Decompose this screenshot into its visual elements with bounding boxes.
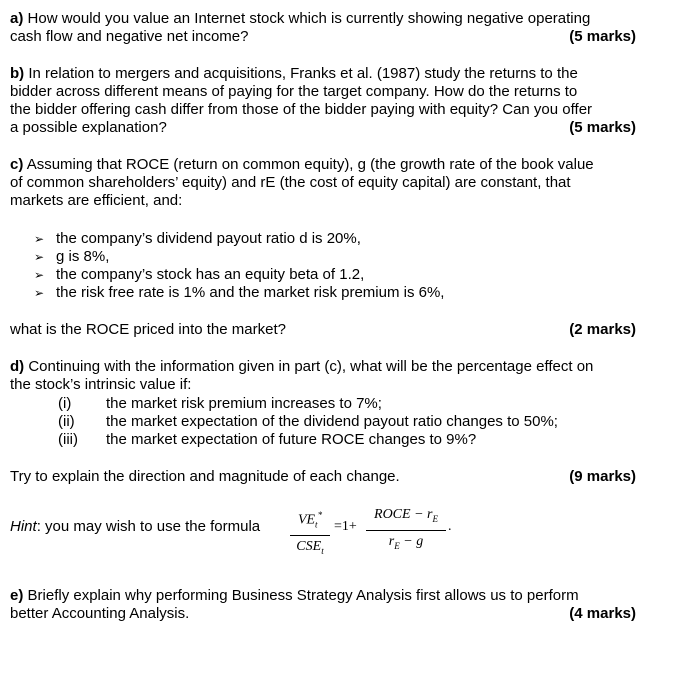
question-c: c) Assuming that ROCE (return on common equity), g (the growth rate of the book value of common shareholders’ equity) and rE (the cost of equity capital) are constant, that markets are efficient, and: [10, 156, 594, 209]
question-e-label: e) [10, 587, 24, 604]
question-d: d) Continuing with the information given in part (c), what will be the percentage effect on the stock’s intrinsic value if: [10, 358, 594, 393]
formula-fraction-left: $VE_t^*$ $CSE_t$ [290, 506, 330, 560]
question-c-label: c) [10, 156, 24, 173]
hint-text: Hint: you may wish to use the formula [10, 518, 261, 535]
question-d-marks: (9 marks) [569, 468, 636, 485]
question-b: b) In relation to mergers and acquisitions, Franks et al. (1987) study the returns to the bidder across different means of paying for the target company. How do the returns to the bidder offering cash differ from those of the bidder paying with equity? Can you offer a possible explanation? (5 marks) [10, 65, 636, 136]
question-e: e) Briefly explain why performing Business Strategy Analysis first allows us to perform better Accounting Analysis. (4 marks) [10, 587, 636, 622]
list-item: ➢ the company’s dividend payout ratio d is 20%, [34, 230, 361, 247]
question-c-bullet-list [34, 230, 634, 302]
hint-block [10, 506, 636, 556]
question-d-explain: Try to explain the direction and magnitude of each change. (9 marks) [10, 468, 636, 485]
question-b-label: b) [10, 65, 25, 82]
arrow-bullet-icon: ➢ [34, 250, 45, 264]
formula-period: . [448, 519, 452, 534]
arrow-bullet-icon: ➢ [34, 286, 45, 300]
question-a-label: a) [10, 10, 24, 27]
question-b-marks: (5 marks) [569, 119, 636, 136]
list-item: (iii) the market expectation of future ROCE changes to 9%? [58, 431, 477, 448]
question-a-line1: a) How would you value an Internet stock which is currently showing negative operating [10, 10, 591, 27]
list-item: (i) the market risk premium increases to 7%; [58, 395, 382, 412]
arrow-bullet-icon: ➢ [34, 232, 45, 246]
question-a-marks: (5 marks) [569, 28, 636, 45]
question-a-line2: cash flow and negative net income? (5 marks) [10, 28, 636, 45]
question-d-label: d) [10, 358, 25, 375]
question-a [10, 10, 636, 46]
list-item: ➢ g is 8%, [34, 248, 110, 265]
list-item: (ii) the market expectation of the dividend payout ratio changes to 50%; [58, 413, 558, 430]
question-e-marks: (4 marks) [569, 605, 636, 622]
list-item: ➢ the risk free rate is 1% and the market risk premium is 6%, [34, 284, 445, 301]
arrow-bullet-icon: ➢ [34, 268, 45, 282]
question-d-item-list [58, 395, 636, 449]
list-item: ➢ the company’s stock has an equity beta of 1.2, [34, 266, 365, 283]
formula-fraction-right: ROCE − $r_E$ $r_E - g$ [366, 506, 446, 555]
formula-equals: =1+ [334, 519, 357, 534]
question-c-ask: what is the ROCE priced into the market? (2 marks) [10, 321, 636, 338]
question-c-marks: (2 marks) [569, 321, 636, 338]
